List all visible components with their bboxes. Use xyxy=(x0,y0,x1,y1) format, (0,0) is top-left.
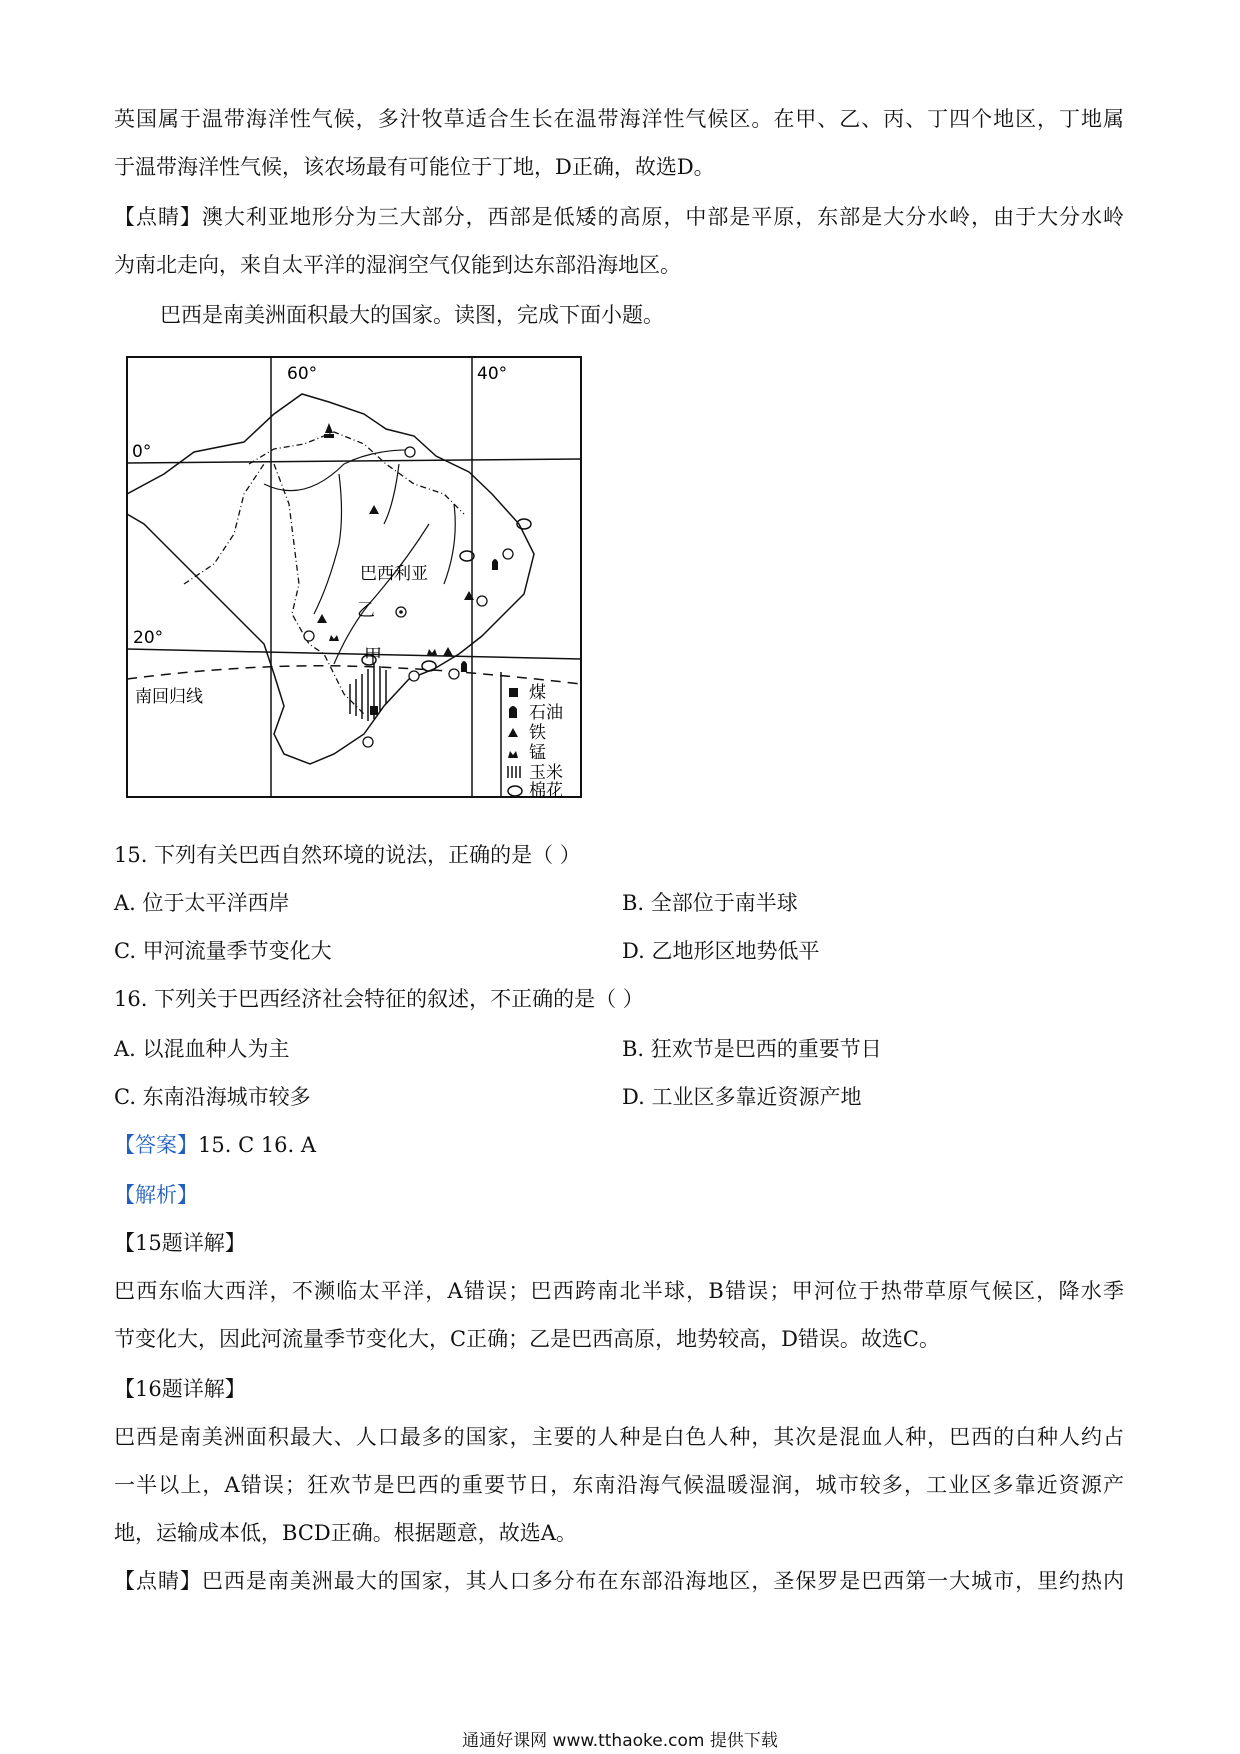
lat-0-label: 0° xyxy=(132,442,152,462)
city-marker xyxy=(449,669,459,679)
legend-label: 玉米 xyxy=(529,763,563,783)
coal-icon xyxy=(370,706,378,715)
q16-option-d: D. 工业区多靠近资源产地 xyxy=(622,1085,862,1109)
oil-icon xyxy=(492,559,498,570)
q15-option-b: B. 全部位于南半球 xyxy=(622,891,798,915)
q16-option-c: C. 东南沿海城市较多 xyxy=(114,1085,311,1109)
city-marker xyxy=(304,631,314,641)
oil-icon xyxy=(509,706,517,718)
city-marker xyxy=(363,737,373,747)
paragraph-line: 为南北走向，来自太平洋的湿润空气仅能到达东部沿海地区。 xyxy=(114,253,681,277)
legend-label: 棉花 xyxy=(529,781,563,800)
legend-label: 煤 xyxy=(529,683,546,703)
city-marker xyxy=(477,596,487,606)
answer-line xyxy=(114,1130,316,1160)
legend-label: 锰 xyxy=(529,743,546,763)
q15-option-a: A. 位于太平洋西岸 xyxy=(114,891,290,915)
lon-60-label: 60° xyxy=(287,364,318,384)
q15-option-d: D. 乙地形区地势低平 xyxy=(622,939,820,963)
oil-icon xyxy=(461,661,467,672)
detail-16-title: 【16题详解】 xyxy=(114,1377,246,1401)
legend-label: 铁 xyxy=(529,723,546,743)
coal-icon xyxy=(509,688,518,697)
page-footer: 通通好课网 www.tthaoke.com 提供下载 xyxy=(462,1731,778,1751)
question-15-stem: 15. 下列有关巴西自然环境的说法，正确的是（ ） xyxy=(114,843,581,867)
capital-dot xyxy=(399,610,403,614)
city-marker xyxy=(503,549,513,559)
point-paragraph xyxy=(114,202,1124,232)
point-tag: 【点睛】 xyxy=(114,205,202,229)
brazil-map xyxy=(124,354,586,800)
detail-15-title: 【15题详解】 xyxy=(114,1231,246,1255)
point-text: 巴西是南美洲最大的国家，其人口多分布在东部沿海地区，圣保罗是巴西第一大城市，里约热内 xyxy=(201,1569,1125,1593)
paragraph-line: 巴西东临大西洋，不濒临太平洋，A错误；巴西跨南北半球，B错误；甲河位于热带草原气候区，降水季 xyxy=(114,1279,1124,1303)
paragraph-line: 英国属于温带海洋性气候，多汁牧草适合生长在温带海洋性气候区。在甲、乙、丙、丁四个地区，丁地属 xyxy=(114,107,1124,131)
point-paragraph xyxy=(114,1566,1124,1596)
capital-label: 巴西利亚 xyxy=(360,564,428,584)
city-marker xyxy=(405,447,415,457)
question-16-stem: 16. 下列关于巴西经济社会特征的叙述，不正确的是（ ） xyxy=(114,987,644,1011)
paragraph-line: 节变化大，因此河流量季节变化大，C正确；乙是巴西高原，地势较高，D错误。故选C。 xyxy=(114,1327,940,1351)
city-marker xyxy=(409,671,419,681)
jia-label: 甲 xyxy=(364,646,382,667)
map-svg xyxy=(124,354,586,800)
lon-40-label: 40° xyxy=(477,364,508,384)
point-text: 澳大利亚地形分为三大部分，西部是低矮的高原，中部是平原，东部是大分水岭，由于大分水岭 xyxy=(201,205,1125,229)
q16-option-b: B. 狂欢节是巴西的重要节日 xyxy=(622,1037,882,1061)
point-tag: 【点睛】 xyxy=(114,1569,202,1593)
question-intro: 巴西是南美洲面积最大的国家。读图，完成下面小题。 xyxy=(160,303,664,327)
answer-text: 15. C 16. A xyxy=(198,1133,317,1157)
q16-option-a: A. 以混血种人为主 xyxy=(114,1037,290,1061)
paragraph-line: 一半以上，A错误；狂欢节是巴西的重要节日，东南沿海气候温暖湿润，城市较多，工业区多靠近资源产 xyxy=(114,1473,1124,1497)
tropic-label: 南回归线 xyxy=(135,687,203,707)
q15-option-c: C. 甲河流量季节变化大 xyxy=(114,939,332,963)
paragraph-line: 于温带海洋性气候，该农场最有可能位于丁地，D正确，故选D。 xyxy=(114,155,715,179)
legend-label: 石油 xyxy=(529,703,563,723)
paragraph-line: 地，运输成本低，BCD正确。根据题意，故选A。 xyxy=(114,1521,577,1545)
lat-20-label: 20° xyxy=(133,628,164,648)
yi-label: 乙 xyxy=(357,600,375,621)
analysis-tag: 【解析】 xyxy=(114,1183,198,1207)
paragraph-line: 巴西是南美洲面积最大、人口最多的国家，主要的人种是白色人种，其次是混血人种，巴西的白种人约占 xyxy=(114,1425,1124,1449)
answer-tag: 【答案】 xyxy=(114,1133,198,1157)
